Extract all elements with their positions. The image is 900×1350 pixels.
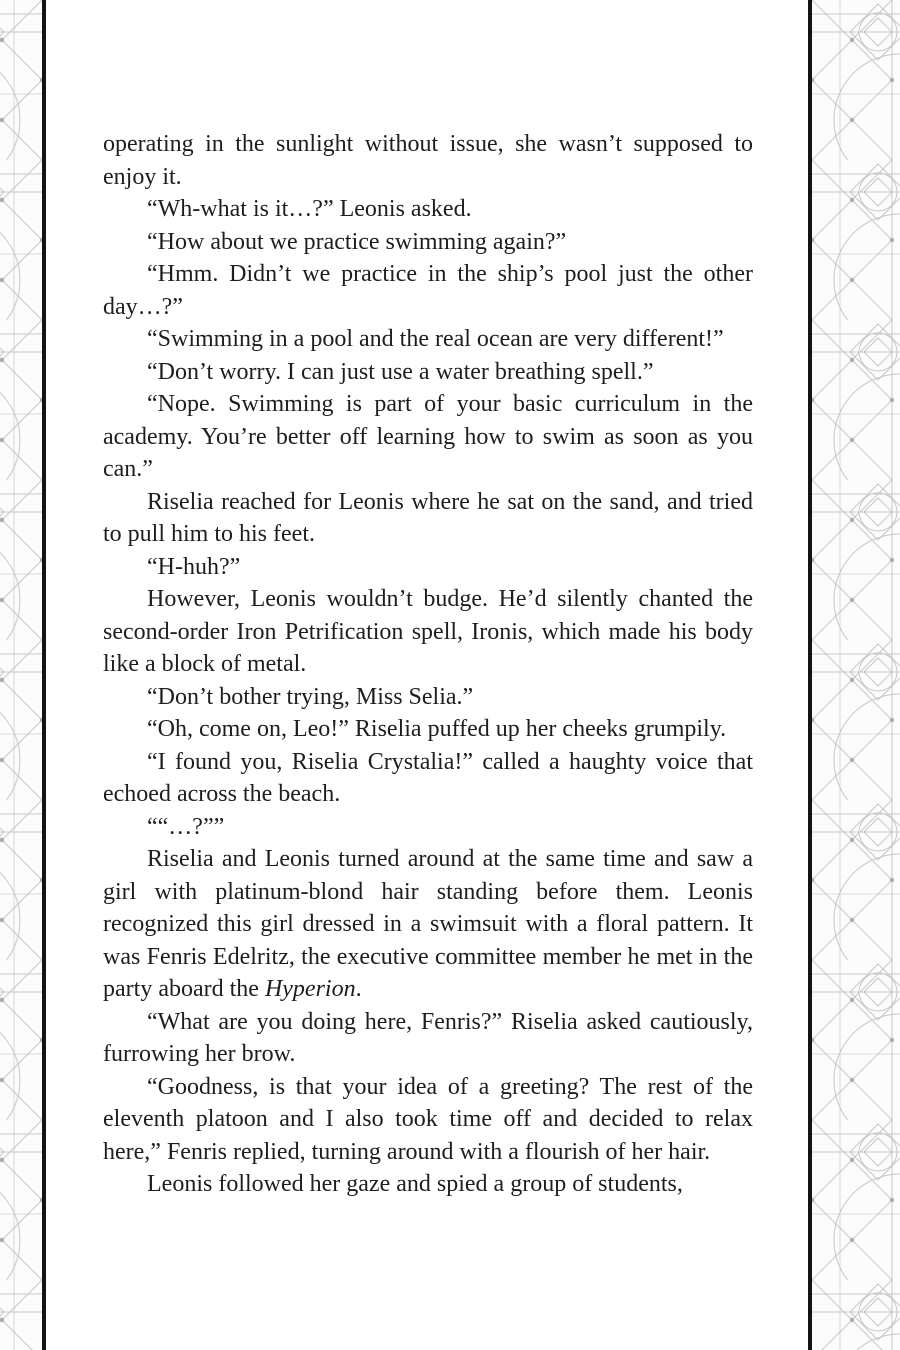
text-run: “Nope. Swimming is part of your basic curriculum in the academy. You’re better off learning how to swim as soon as you can.”: [103, 391, 753, 482]
paragraph: [103, 1168, 753, 1201]
text-run: “I found you, Riselia Crystalia!” called a haughty voice that echoed across the beach.: [103, 748, 753, 807]
geometric-pattern-right: [812, 0, 900, 1350]
paragraph: [103, 388, 753, 486]
text-run: “How about we practice swimming again?”: [147, 228, 567, 255]
paragraph: [103, 583, 753, 681]
text-run: “Hmm. Didn’t we practice in the ship’s pool just the other day…?”: [103, 261, 753, 320]
paragraph: [103, 356, 753, 389]
text-run: ““…?””: [147, 813, 225, 840]
text-run: Leonis followed her gaze and spied a group of students,: [147, 1171, 683, 1197]
text-run: Riselia and Leonis turned around at the same time and saw a girl with platinum-blond hair standing before them. Leonis recognized this girl dressed in a swimsuit with a floral pattern. It was Fenris Edelritz, the executive committee member he met in the party aboard the: [103, 846, 753, 1002]
paragraph: [103, 323, 753, 356]
text-run: Riselia reached for Leonis where he sat on the sand, and tried to pull him to his feet.: [103, 488, 753, 547]
left-frame-rule: [42, 0, 46, 1350]
geometric-pattern-left: [0, 0, 42, 1350]
text-run: “Don’t worry. I can just use a water breathing spell.”: [147, 358, 654, 385]
paragraph: [103, 713, 753, 746]
right-decorative-border: [812, 0, 900, 1350]
text-run: “What are you doing here, Fenris?” Riselia asked cautiously, furrowing her brow.: [103, 1008, 753, 1067]
text-run: “Wh-what is it…?” Leonis asked.: [147, 196, 472, 222]
italic-text: Hyperion: [264, 976, 356, 1002]
paragraph: [103, 681, 753, 714]
text-run: .: [355, 976, 362, 1002]
left-decorative-border: [0, 0, 42, 1350]
paragraph: [103, 258, 753, 323]
text-run: “Goodness, is that your idea of a greeting? The rest of the eleventh platoon and I also took time off and decided to relax here,” Fenris replied, turning around with a flourish of her hair.: [103, 1073, 753, 1165]
paragraph: [103, 843, 753, 1006]
paragraph: [103, 128, 753, 193]
paragraph: [103, 226, 753, 259]
text-run: “Don’t bother trying, Miss Selia.”: [147, 683, 474, 710]
paragraph: [103, 551, 753, 584]
text-run: “Oh, come on, Leo!” Riselia puffed up her cheeks grumpily.: [147, 716, 727, 742]
paragraph: [103, 746, 753, 811]
page-text: [103, 128, 753, 1201]
text-run: “Swimming in a pool and the real ocean are very different!”: [147, 326, 724, 352]
paragraph: [103, 1006, 753, 1071]
text-run: However, Leonis wouldn’t budge. He’d silently chanted the second-order Iron Petrification spell, Ironis, which made his body like a block of metal.: [103, 586, 753, 677]
paragraph: [103, 486, 753, 551]
paragraph: [103, 1071, 753, 1169]
text-run: “H-huh?”: [147, 553, 241, 580]
paragraph: [103, 193, 753, 226]
text-run: operating in the sunlight without issue, she wasn’t supposed to enjoy it.: [103, 131, 753, 190]
paragraph: [103, 811, 753, 844]
